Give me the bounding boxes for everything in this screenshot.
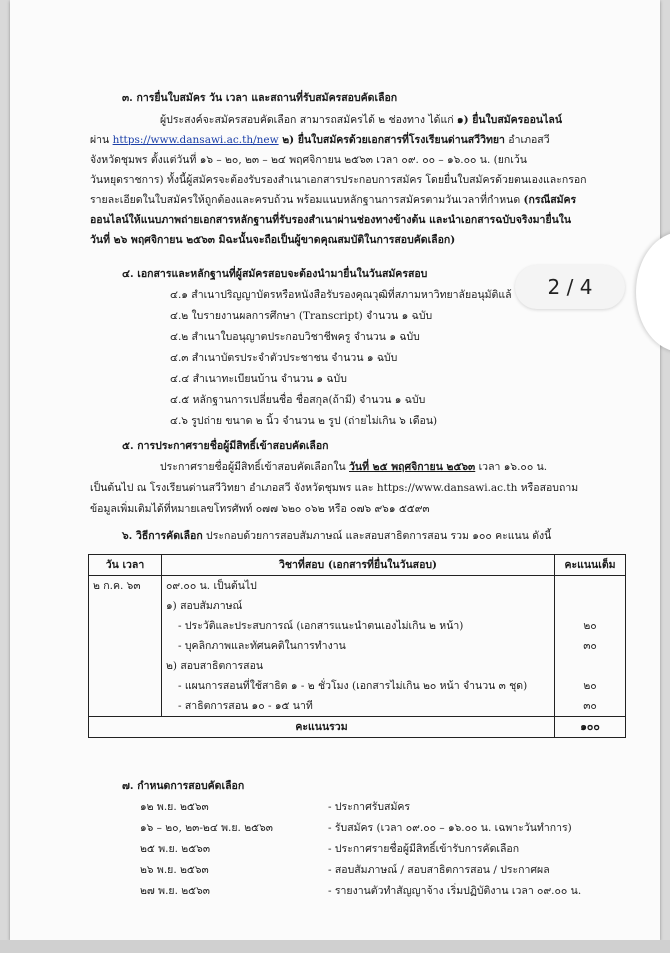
table-row [89,676,626,696]
table-total-row [89,717,626,738]
subject-cell: - สาธิตการสอน ๑๐ - ๑๕ นาที [162,696,555,717]
registration-link[interactable]: https://www.dansawi.ac.th/new [112,134,279,146]
section-4-item: ๔.๓ สำเนาบัตรประจำตัวประชาชน จำนวน ๑ ฉบับ [170,352,398,364]
score-cell [555,656,626,676]
section-4-item: ๔.๔ สำเนาทะเบียนบ้าน จำนวน ๑ ฉบับ [170,373,347,385]
section-5-heading: ๕. การประกาศรายชื่อผู้มีสิทธิ์เข้าสอบคัดเลือก [122,440,329,452]
section-3-line-6: ออนไลน์ให้แนบภาพถ่ายเอกสารหลักฐานที่รับรองสำเนาผ่านช่องทางข้างต้น และนำเอกสารฉบับจริงมายื่นใน [90,214,572,226]
viewer-bottom-bar [0,940,670,953]
selection-table [88,554,626,738]
total-label: คะแนนรวม [89,717,555,738]
schedule-desc: - รับสมัคร (เวลา ๐๙.๐๐ – ๑๖.๐๐ น. เฉพาะวันทำการ) [328,822,572,834]
schedule-date: ๑๒ พ.ย. ๒๕๖๓ [140,801,209,813]
header-score: คะแนนเต็ม [555,555,626,576]
section-5-line-2: เป็นต้นไป ณ โรงเรียนด่านสวีวิทยา อำเภอสวี จังหวัดชุมพร และ https://www.dansawi.ac.th หรือสอบถาม [90,482,579,494]
table-header-row [89,555,626,576]
exam-date: ๒ ก.ค. ๖๓ [89,576,162,717]
schedule-desc: - ประกาศรับสมัคร [328,801,411,813]
section-7-heading: ๗. กำหนดการสอบคัดเลือก [122,780,245,792]
section-4-item: ๔.๖ รูปถ่าย ขนาด ๒ นิ้ว จำนวน ๒ รูป (ถ่ายไม่เกิน ๖ เดือน) [170,415,438,427]
score-cell [555,576,626,597]
section-3-line-4: วันหยุดราชการ) ทั้งนี้ผู้สมัครจะต้องรับรองสำเนาเอกสารประกอบการสมัคร โดยยื่นใบสมัครด้วยตนเองและกรอก [90,174,587,186]
document-page [10,0,660,940]
section-3-line-5: รายละเอียดในใบสมัครให้ถูกต้องและครบถ้วน พร้อมแนบหลักฐานการสมัครตามวันเวลาที่กำหนด (กรณีสมัคร [90,194,577,206]
section-3-line-2: ผ่าน https://www.dansawi.ac.th/new ๒) ยื่นใบสมัครด้วยเอกสารที่โรงเรียนด่านสวีวิทยา อำเภอสวี [90,134,550,146]
section-3-heading: ๓. การยื่นใบสมัคร วัน เวลา และสถานที่รับสมัครสอบคัดเลือก [122,92,398,104]
schedule-date: ๑๖ – ๒๐, ๒๓-๒๔ พ.ย. ๒๕๖๓ [140,822,273,834]
section-3-line-7: วันที่ ๒๖ พฤศจิกายน ๒๕๖๓ มิฉะนั้นจะถือเป็นผู้ขาดคุณสมบัติในการสอบคัดเลือก) [90,234,456,246]
table-row [89,656,626,676]
subject-cell: ๐๙.๐๐ น. เป็นต้นไป [162,576,555,597]
schedule-desc: - รายงานตัวทำสัญญาจ้าง เริ่มปฏิบัติงาน เวลา ๐๙.๐๐ น. [328,885,582,897]
table-row [89,696,626,717]
score-cell: ๒๐ [555,676,626,696]
schedule-desc: - สอบสัมภาษณ์ / สอบสาธิตการสอน / ประกาศผล [328,864,550,876]
table-row [89,616,626,636]
schedule-date: ๒๖ พ.ย. ๒๕๖๓ [140,864,209,876]
score-cell [555,596,626,616]
section-4-heading: ๔. เอกสารและหลักฐานที่ผู้สมัครสอบจะต้องนำมายื่นในวันสมัครสอบ [122,268,428,280]
score-cell: ๓๐ [555,696,626,717]
section-5-line-3: ข้อมูลเพิ่มเติมได้ที่หมายเลขโทรศัพท์ ๐๗๗ ๖๒๐ ๐๖๒ หรือ ๐๗๖ ๙๖๑ ๕๕๙๓ [90,503,430,515]
header-subject: วิชาที่สอบ (เอกสารที่ยื่นในวันสอบ) [162,555,555,576]
schedule-date: ๒๕ พ.ย. ๒๕๖๓ [140,843,211,855]
score-cell: ๓๐ [555,636,626,656]
header-date: วัน เวลา [89,555,162,576]
schedule-desc: - ประกาศรายชื่อผู้มีสิทธิ์เข้ารับการคัดเลือก [328,843,520,855]
section-6-heading: ๖. วิธีการคัดเลือก ประกอบด้วยการสอบสัมภาษณ์ และสอบสาธิตการสอน รวม ๑๐๐ คะแนน ดังนี้ [122,530,552,542]
table-row [89,576,626,597]
table-row [89,596,626,616]
section-4-item: ๔.๒ ใบรายงานผลการศึกษา (Transcript) จำนวน ๑ ฉบับ [170,310,433,322]
page-indicator: 2 / 4 [515,265,625,309]
subject-cell: - ประวัติและประสบการณ์ (เอกสารแนะนำตนเองไม่เกิน ๒ หน้า) [162,616,555,636]
subject-cell: ๒) สอบสาธิตการสอน [162,656,555,676]
subject-cell: - บุคลิกภาพและทัศนคติในการทำงาน [162,636,555,656]
section-3-line-3: จังหวัดชุมพร ตั้งแต่วันที่ ๑๖ – ๒๐, ๒๓ – ๒๔ พฤศจิกายน ๒๕๖๓ เวลา ๐๙. ๐๐ – ๑๖.๐๐ น. (ยกเว้น [90,154,527,166]
schedule-date: ๒๗ พ.ย. ๒๕๖๓ [140,885,210,897]
section-5-line-1: ประกาศรายชื่อผู้มีสิทธิ์เข้าสอบคัดเลือกใน วันที่ ๒๕ พฤศจิกายน ๒๕๖๓ เวลา ๑๖.๐๐ น. [160,461,548,473]
score-cell: ๒๐ [555,616,626,636]
total-value: ๑๐๐ [555,717,626,738]
section-4-item: ๔.๒ สำเนาใบอนุญาตประกอบวิชาชีพครู จำนวน ๑ ฉบับ [170,331,420,343]
table-row [89,636,626,656]
section-3-line-1: ผู้ประสงค์จะสมัครสอบคัดเลือก สามารถสมัครได้ ๒ ช่องทาง ได้แก่ ๑) ยื่นใบสมัครออนไลน์ [160,114,562,126]
section-4-item: ๔.๕ หลักฐานการเปลี่ยนชื่อ ชื่อสกุล(ถ้ามี) จำนวน ๑ ฉบับ [170,394,426,406]
section-4-item: ๔.๑ สำเนาปริญญาบัตรหรือหนังสือรับรองคุณวุฒิที่สภามหาวิทยาลัยอนุมัติแล้ [170,289,512,301]
subject-cell: - แผนการสอนที่ใช้สาธิต ๑ - ๒ ชั่วโมง (เอกสารไม่เกิน ๒๐ หน้า จำนวน ๓ ชุด) [162,676,555,696]
subject-cell: ๑) สอบสัมภาษณ์ [162,596,555,616]
